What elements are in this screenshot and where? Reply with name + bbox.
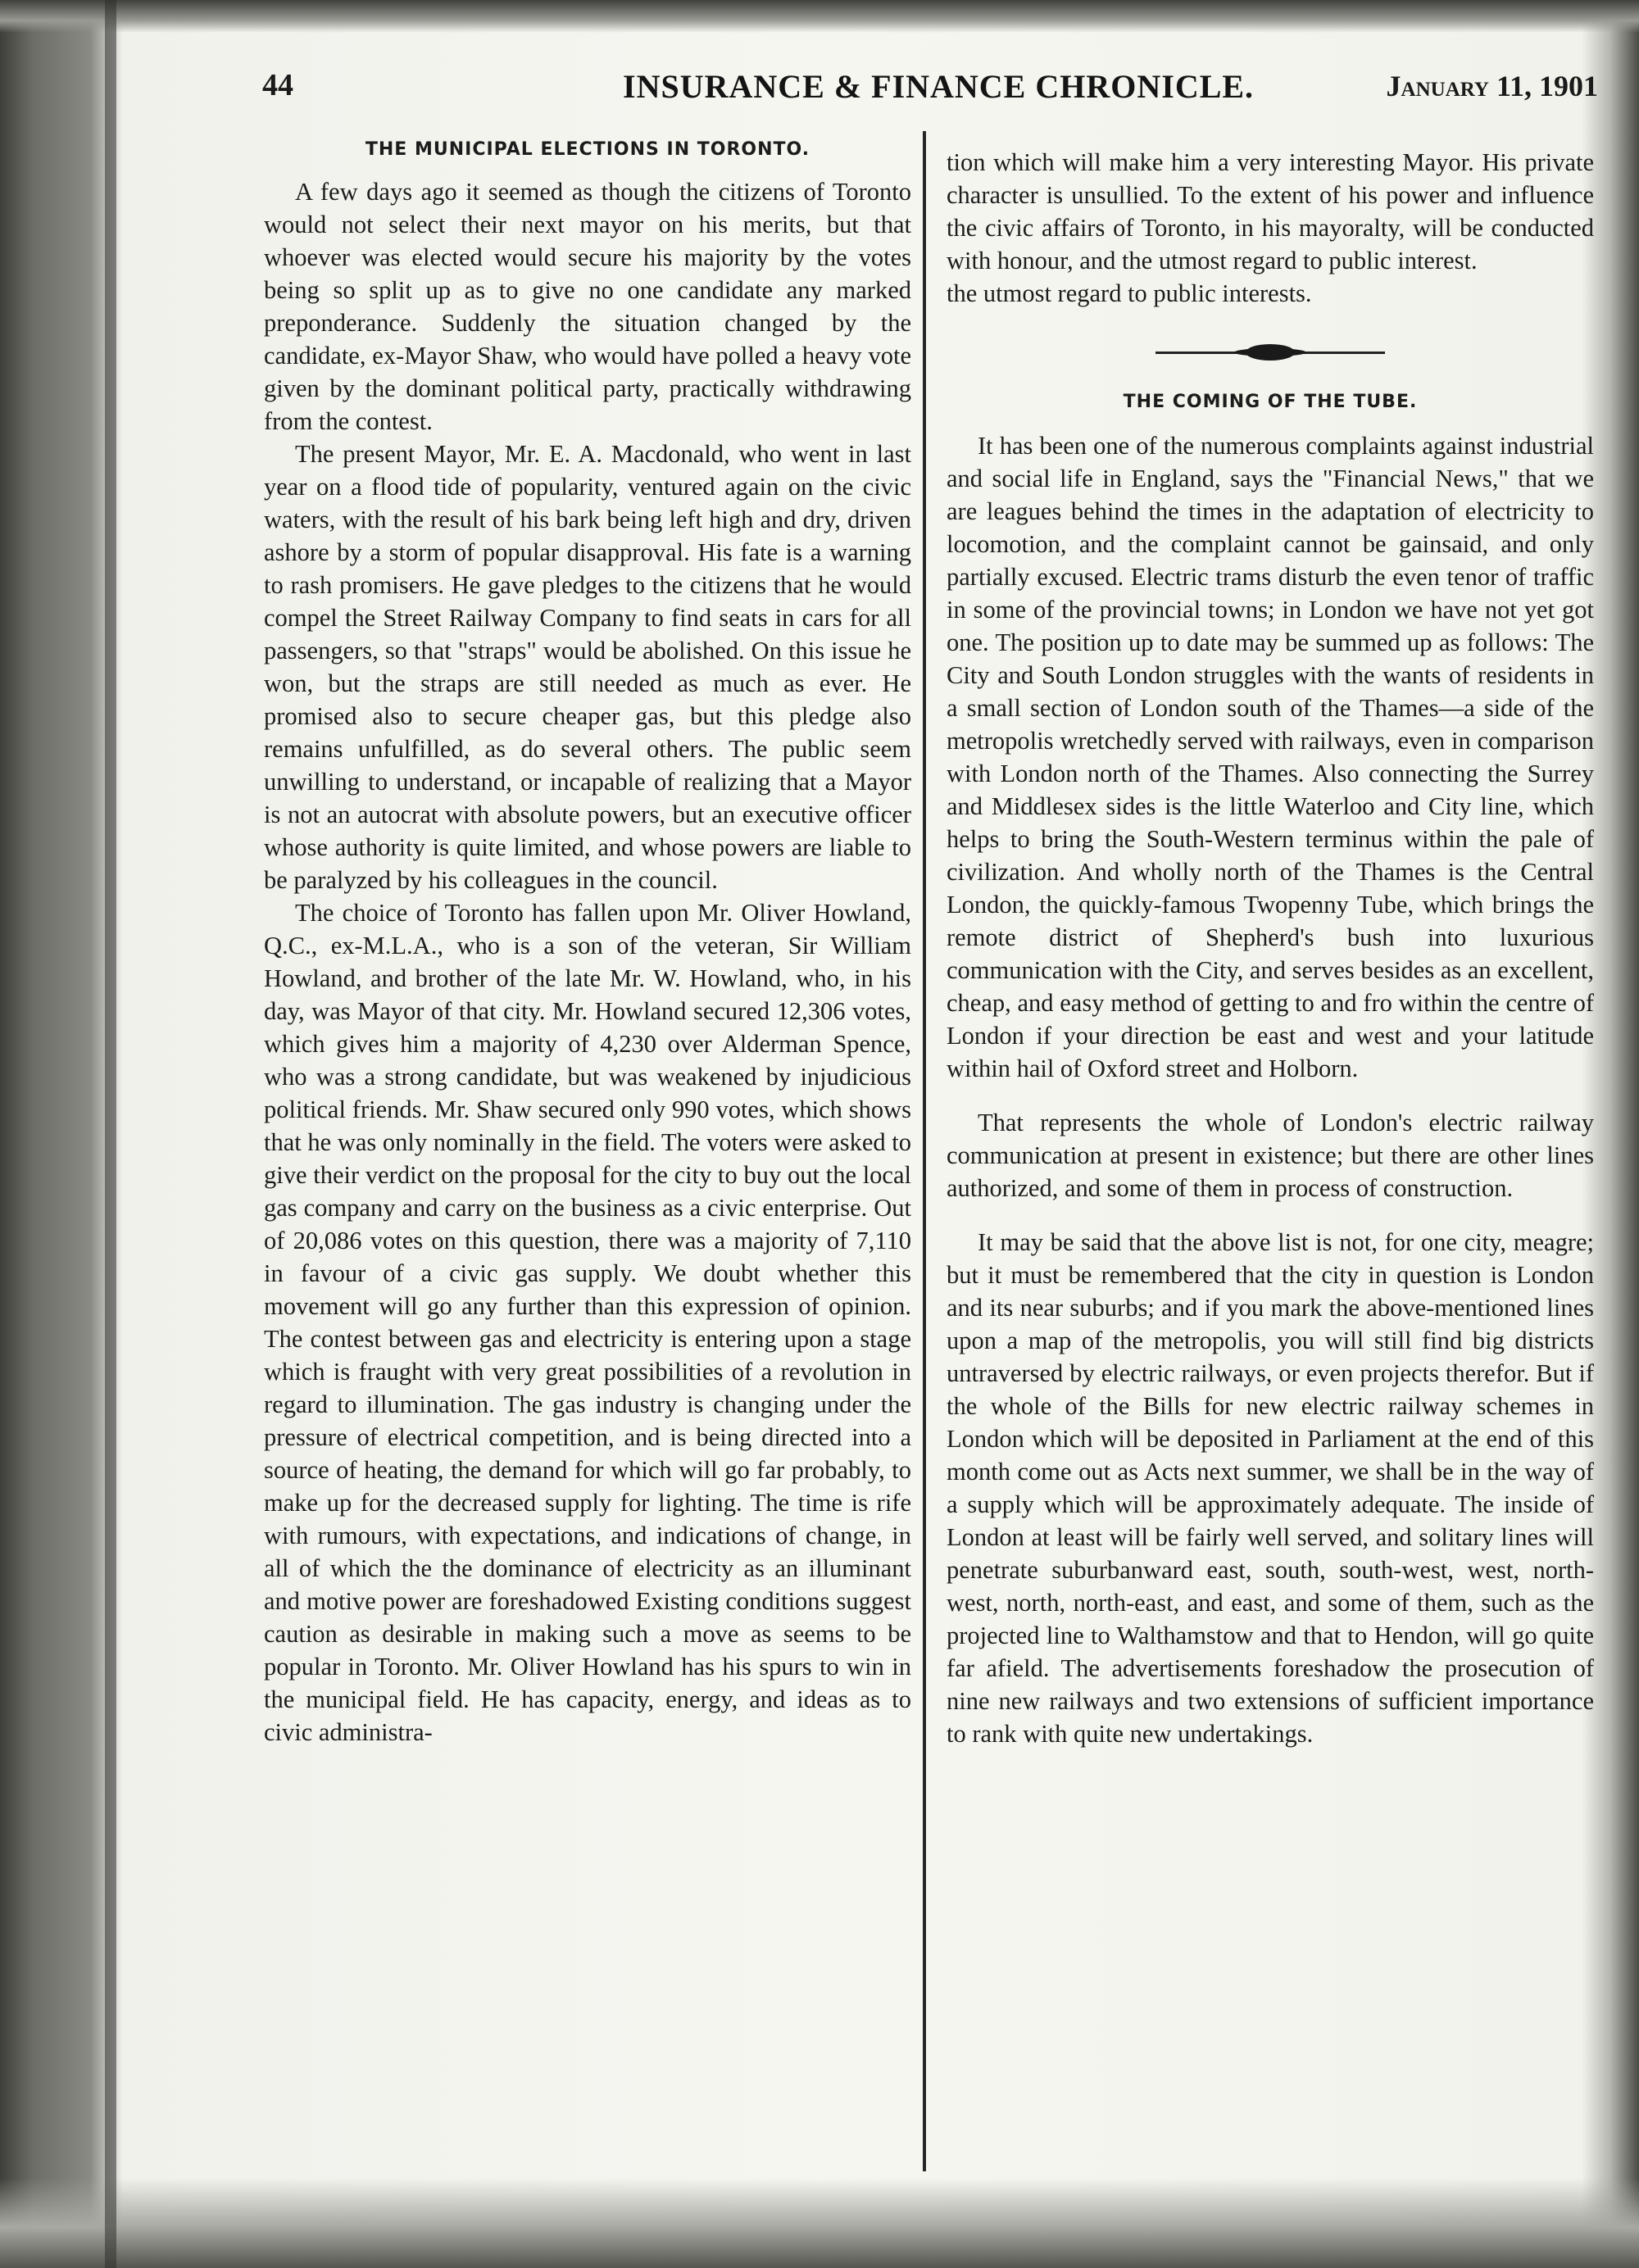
continued-paragraph: tion which will make him a very interesting Mayor. His private character is unsullied. To the extent of his power and influence the civic affairs of Toronto, in his mayoralty, will be conducted with honour, and the utmost regard to public interest.: [947, 148, 1594, 274]
right-column: [947, 146, 1594, 1750]
paragraph: It may be said that the above list is not, for one city, meagre; but it must be remembered that the city in question is London and its near suburbs; and if you mark the above-mentioned lines upon a map of the metropolis, you will still find big districts untraversed by electric railways, or even projects therefor. But if the whole of the Bills for new electric railway schemes in London which will be deposited in Parliament at the end of this month come out as Acts next summer, we shall be in the way of a supply which will be approximately adequate. The inside of London at least will be fairly well served, and solitary lines will penetrate suburbanward east, south, south-west, west, north-west, north, north-east, and east, and some of them, such as the projected line to Walthamstow and that to Hendon, will go quite far afield. The advertisements foreshadow the prosecution of nine new railways and two extensions of sufficient importance to rank with quite new undertakings.: [947, 1228, 1594, 1748]
publication-title: INSURANCE & FINANCE CHRONICLE.: [623, 68, 1255, 105]
paragraph: The present Mayor, Mr. E. A. Macdonald, who went in last year on a flood tide of popularity, ventured again on the civic waters, with the result of his bark being left high and dry, driven ashore by a storm of popular disapproval. His fate is a warning to rash promisers. He gave pledges to the citizens that he would compel the Street Railway Company to find seats in cars for all passengers, so that "straps" would be abolished. On this issue he won, but the straps are still needed as much as ever. He promised also to secure cheaper gas, but this pledge also remains unfulfilled, as do several others. The public seem unwilling to understand, or incapable of realizing that a Mayor is not an autocrat with absolute powers, but an executive officer whose authority is quite limited, and whose powers are liable to be paralyzed by his colleagues in the council.: [264, 440, 911, 894]
paragraph: That represents the whole of London's electric railway communication at present in existence; but there are other lines authorized, and some of them in process of construction.: [947, 1109, 1594, 1202]
scan-bottom-shadow: [0, 2178, 1639, 2268]
issue-date: January 11, 1901: [1386, 70, 1598, 102]
left-column: [264, 138, 911, 1749]
page-number: 44: [262, 68, 293, 102]
page-header: [262, 67, 1598, 116]
scan-top-shadow: [0, 0, 1639, 33]
article-title-municipal-elections: THE MUNICIPAL ELECTIONS IN TORONTO.: [365, 139, 810, 160]
continued-paragraph-repeat: the utmost regard to public interests.: [947, 279, 1312, 307]
binding-edge: [105, 0, 116, 2268]
column-divider: [923, 131, 926, 2171]
section-ornament: [1155, 341, 1385, 365]
article-title-coming-of-the-tube: THE COMING OF THE TUBE.: [1123, 392, 1418, 412]
paragraph: A few days ago it seemed as though the citizens of Toronto would not select their next mayor on his merits, but that whoever was elected would secure his majority by the votes being so split up as to give no one candidate any marked preponderance. Suddenly the situation changed by the candidate, ex-Mayor Shaw, who would have polled a heavy vote given by the dominant political party, practically withdrawing from the contest.: [264, 178, 911, 435]
paragraph: It has been one of the numerous complaints against industrial and social life in England, says the "Financial News," that we are leagues behind the times in the adaptation of electricity to locomotion, and the complaint cannot be gainsaid, and only partially excused. Electric trams disturb the even tenor of traffic in some of the provincial towns; in London we have not yet got one. The position up to date may be summed up as follows: The City and South London struggles with the wants of residents in a small section of London south of the Thames—a side of the metropolis wretchedly served with railways, even in comparison with London north of the Thames. Also connecting the Surrey and Middlesex sides is the little Waterloo and City line, which helps to bring the South-Western terminus within the pale of civilization. And wholly north of the Thames is the Central London, the quickly-famous Twopenny Tube, which brings the remote district of Shepherd's bush into luxurious communication with the City, and serves besides as an excellent, cheap, and easy method of getting to and fro within the centre of London if your direction be east and west and your latitude within hail of Oxford street and Holborn.: [947, 432, 1594, 1082]
paragraph: The choice of Toronto has fallen upon Mr. Oliver Howland, Q.C., ex-M.L.A., who is a son of the veteran, Sir William Howland, and brother of the late Mr. W. Howland, who, in his day, was Mayor of that city. Mr. Howland secured 12,306 votes, which gives him a majority of 4,230 over Alderman Spence, who was a strong candidate, but was weakened by injudicious political friends. Mr. Shaw secured only 990 votes, which shows that he was only nominally in the field. The voters were asked to give their verdict on the proposal for the city to buy out the local gas company and carry on the business as a civic enterprise. Out of 20,086 votes on this question, there was a majority of 7,110 in favour of a civic gas supply. We doubt whether this movement will go any further than this expression of opinion. The contest between gas and electricity is entering upon a stage which is fraught with very great possibilities of a revolution in regard to illumination. The gas industry is changing under the pressure of electrical competition, and is being directed into a source of heating, the demand for which will go far probably, to make up for the decreased supply for lighting. The time is rife with rumours, with expectations, and indications of change, in all of which the the dominance of electricity as an illuminant and motive power are foreshadowed Existing conditions suggest caution as desirable in making such a move as seems to be popular in Toronto. Mr. Oliver Howland has his spurs to win in the municipal field. He has capacity, energy, and ideas as to civic administra-: [264, 899, 911, 1746]
